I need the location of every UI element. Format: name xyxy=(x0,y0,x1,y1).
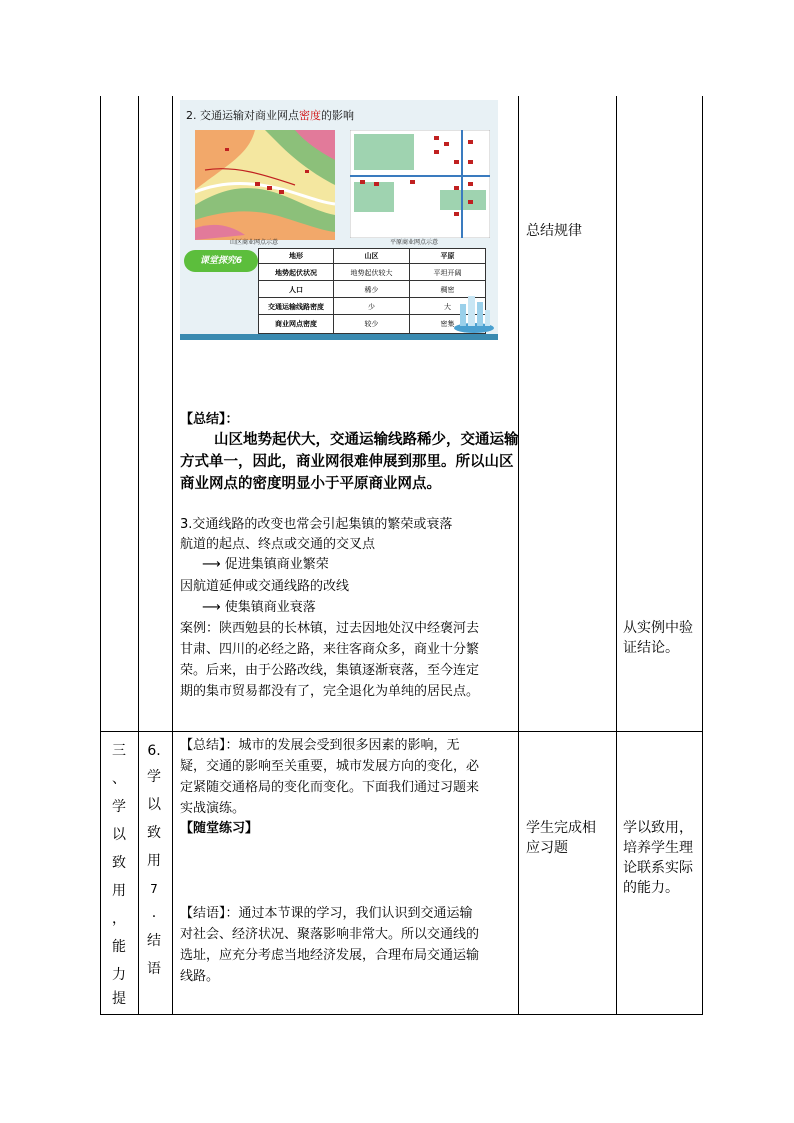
step-label-char: 以 xyxy=(147,797,161,813)
step-label-char: 7 xyxy=(150,882,158,896)
slide-table-cell: 稠密 xyxy=(440,286,455,294)
step-label-char: 6. xyxy=(147,743,161,759)
slide-table-header: 山区 xyxy=(364,252,379,260)
slide-badge: 课堂探究6 xyxy=(184,250,258,272)
section3-line: 因航道延伸或交通线路的改线 xyxy=(180,579,350,594)
stage-label-char: 用 xyxy=(112,883,126,899)
table-col-line-3 xyxy=(518,96,519,1014)
table-col-line-1 xyxy=(138,96,139,1014)
step-label-char: 结 xyxy=(147,933,161,949)
slide-table-cell: 大 xyxy=(444,303,451,311)
map-left-caption: 山区商业网点示意 xyxy=(230,239,279,246)
stage-label-char: 提 xyxy=(112,991,126,1007)
ending-line: 选址，应充分考虑当地经济发展，合理布局交通运输 xyxy=(180,948,480,963)
plain-map xyxy=(350,130,490,238)
map-right-caption: 平原商业网点示意 xyxy=(390,239,439,246)
col3-student-activity: 学生完成相 xyxy=(526,820,596,836)
section3-line: 航道的起点、终点或交通的交叉点 xyxy=(180,537,376,552)
slide-table-cell: 稀少 xyxy=(364,286,379,294)
slide-table-cell: 较少 xyxy=(364,320,379,328)
table-col-line-4 xyxy=(616,96,617,1014)
col4-verify-line: 证结论。 xyxy=(623,640,679,656)
summary-label: 【总结】： xyxy=(180,412,239,427)
table-border-bottom xyxy=(100,1014,703,1015)
section3-arrow-line: ⟶ 使集镇商业衰落 xyxy=(202,600,316,615)
step-label-char: 学 xyxy=(147,769,161,785)
case-text-line: 甘肃、四川的必经之路，来往客商众多，商业十分繁 xyxy=(180,642,480,657)
stage-label-char: 三 xyxy=(112,743,126,759)
table-border-right xyxy=(702,96,703,1014)
summary-text-line: 商业网点的密度明显小于平原商业网点。 xyxy=(180,476,441,492)
stage-label-char: ， xyxy=(112,911,126,927)
case-text-line: 案例：陕西勉县的长林镇，过去因地处汉中经褒河去 xyxy=(180,621,480,636)
col4-intent-line: 学以致用， xyxy=(623,820,693,836)
slide-table-cell: 人口 xyxy=(289,286,303,294)
summary-text-line: 山区地势起伏大，交通运输线路稀少，交通运输 xyxy=(214,432,519,448)
row2-summary-line: 实战演练。 xyxy=(180,801,246,816)
table-border-left xyxy=(100,96,101,1014)
step-label-char: 用 xyxy=(147,853,161,869)
slide-table-header: 地形 xyxy=(289,252,303,260)
slide-title: 2. 交通运输对商业网点密度的影响 xyxy=(186,109,354,122)
col3-summary-rule: 总结规律 xyxy=(526,223,582,239)
col4-intent-line: 论联系实际 xyxy=(623,860,693,876)
slide-image xyxy=(180,100,498,340)
ending-line: 对社会、经济状况、聚落影响非常大。所以交通线的 xyxy=(180,927,480,942)
section3-arrow-line: ⟶ 促进集镇商业繁荣 xyxy=(202,557,329,572)
slide-table-header: 平原 xyxy=(440,252,455,260)
slide-table-cell: 交通运输线路密度 xyxy=(268,303,324,311)
col4-intent-line: 的能力。 xyxy=(623,880,679,896)
col4-intent-line: 培养学生理 xyxy=(623,840,693,856)
case-text-line: 荣。后来，由于公路改线，集镇逐渐衰落，至今连定 xyxy=(180,663,480,678)
col3-student-activity: 应习题 xyxy=(526,840,568,856)
stage-label-char: 学 xyxy=(112,799,126,815)
step-label-char: 致 xyxy=(147,825,161,841)
section3-line: 3.交通线路的改变也常会引起集镇的繁荣或衰落 xyxy=(180,517,453,532)
step-label-char: . xyxy=(151,905,157,921)
row2-summary-line: 定紧随交通格局的变化而变化。下面我们通过习题来 xyxy=(180,780,480,795)
stage-label-char: 力 xyxy=(112,967,126,983)
step-label-char: 语 xyxy=(147,961,161,977)
slide-table-cell: 地势起伏状况 xyxy=(275,269,317,277)
case-text-line: 期的集市贸易都没有了，完全退化为单纯的居民点。 xyxy=(180,684,480,699)
city-decoration-icon xyxy=(452,290,496,334)
slide-bottom-bar xyxy=(180,334,498,340)
mountain-map xyxy=(195,130,335,240)
slide-table-cell: 少 xyxy=(368,303,375,311)
table-row-divider xyxy=(100,731,703,732)
stage-label-char: 能 xyxy=(112,939,126,955)
col4-verify-line: 从实例中验 xyxy=(623,620,693,636)
ending-line: 线路。 xyxy=(180,969,220,984)
row2-summary-line: 【总结】：城市的发展会受到很多因素的影响，无 xyxy=(180,738,460,753)
practice-heading: 【随堂练习】 xyxy=(180,821,259,836)
stage-label-char: 致 xyxy=(112,855,126,871)
slide-table-cell: 密集 xyxy=(440,320,455,328)
slide-table-cell: 商业网点密度 xyxy=(275,320,317,328)
stage-label-char: 以 xyxy=(112,827,126,843)
slide-table-cell: 平坦开阔 xyxy=(433,269,462,277)
summary-text-line: 方式单一，因此，商业网很难伸展到那里。所以山区 xyxy=(180,454,514,470)
stage-label-char: 、 xyxy=(112,771,126,787)
ending-line: 【结语】：通过本节课的学习，我们认识到交通运输 xyxy=(180,906,473,921)
slide-table-cell: 地势起伏较大 xyxy=(350,269,393,277)
row2-summary-line: 疑，交通的影响至关重要，城市发展方向的变化，必 xyxy=(180,759,480,774)
table-col-line-2 xyxy=(172,96,173,1014)
